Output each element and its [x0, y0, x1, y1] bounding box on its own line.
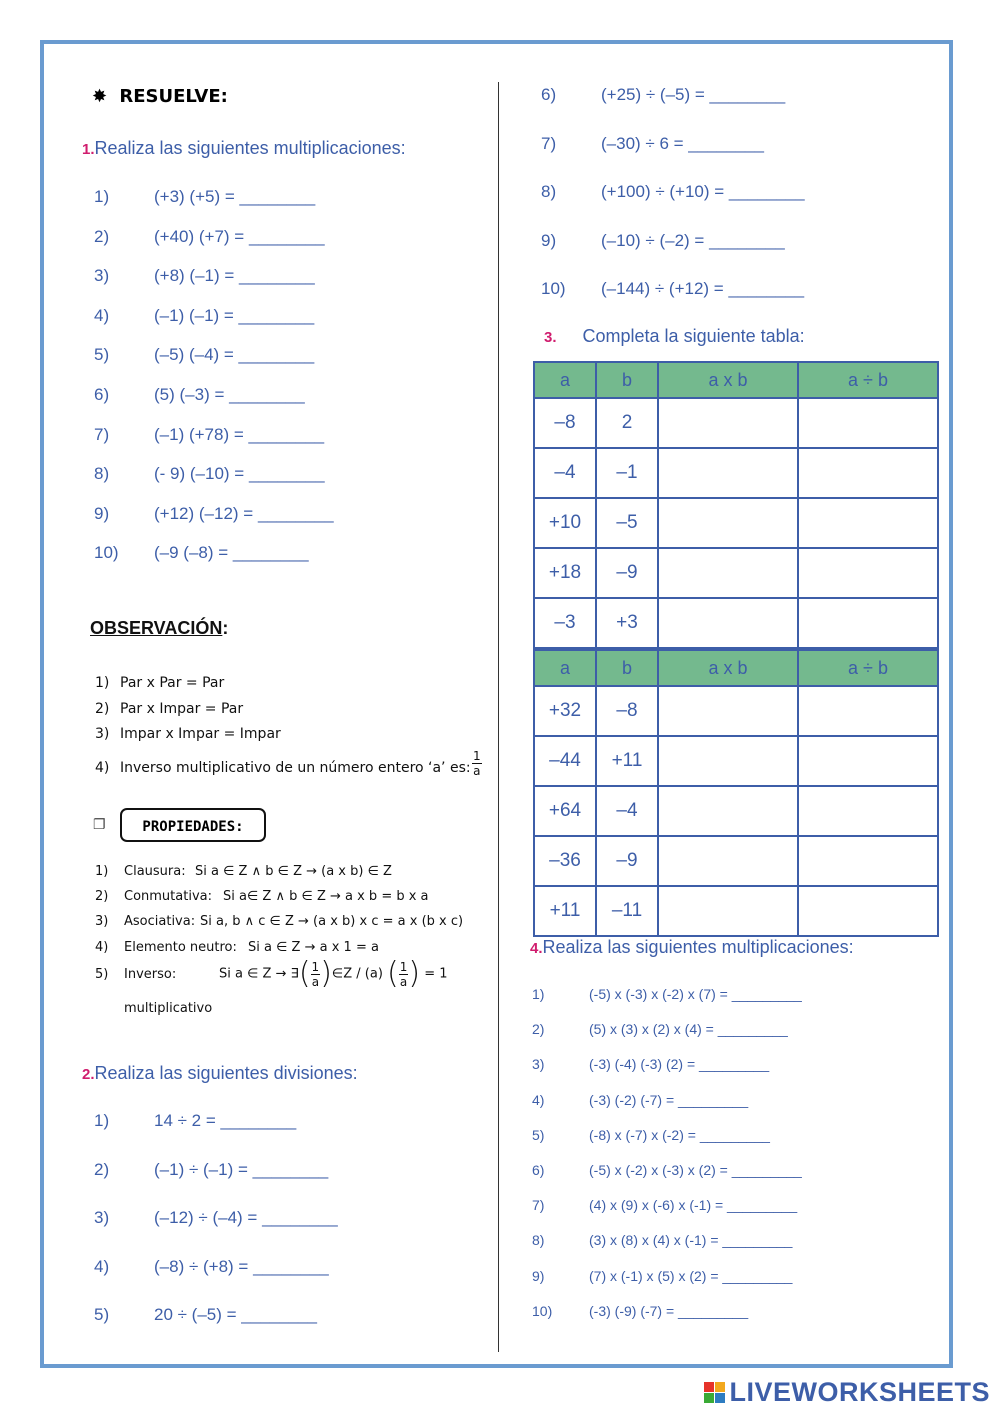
table-row — [534, 886, 938, 936]
cell-a: +32 — [534, 686, 596, 736]
table-2 — [533, 649, 939, 937]
answer-cell-quotient[interactable] — [798, 498, 938, 548]
item-text: Par x Par = Par — [120, 675, 225, 691]
logo-square — [704, 1393, 714, 1403]
inverse-fraction — [472, 749, 482, 778]
property-text: Si a∈ Z ∧ b ∈ Z → a x b = b x a — [223, 889, 429, 904]
table-row — [534, 448, 938, 498]
property-name: Inverso: — [124, 967, 177, 982]
table-row — [534, 548, 938, 598]
cell-b: +11 — [596, 736, 658, 786]
item-expression[interactable]: (–10) ÷ (–2) = ________ — [601, 230, 785, 250]
item-expression[interactable]: (–1) (–1) = ________ — [154, 305, 315, 325]
column-divider — [498, 82, 499, 1352]
property-text: Si a ∈ Z ∧ b ∈ Z → (a x b) ∈ Z — [195, 864, 392, 879]
table-header-cell: a — [534, 362, 596, 398]
item-expression[interactable]: (3) x (8) x (4) x (-1) = _________ — [589, 1232, 793, 1249]
item-number: 8) — [94, 464, 110, 484]
inverso-frac2-num: 1 — [399, 959, 408, 974]
section-2-number: 2. — [82, 1066, 95, 1083]
section-3-number: 3. — [544, 329, 557, 346]
answer-cell-product[interactable] — [658, 686, 798, 736]
property-inverso-prefix: Si a ∈ Z → ∃ — [219, 966, 299, 982]
item-text: Impar x Impar = Impar — [120, 726, 281, 742]
item-number: 6) — [532, 1162, 545, 1178]
item-text: Inverso multiplicativo de un número entero ‘a’ es: — [120, 760, 471, 776]
item-expression[interactable]: 14 ÷ 2 = ________ — [154, 1111, 297, 1130]
item-number: 3) — [532, 1056, 545, 1073]
item-number: 2) — [94, 1159, 110, 1179]
property-number: 3) — [95, 914, 109, 929]
property-name: Conmutativa: — [124, 889, 212, 904]
item-number: 1) — [94, 187, 110, 206]
property-text: Si a ∈ Z → a x 1 = a — [248, 940, 379, 955]
item-text: Par x Impar = Par — [120, 701, 244, 717]
item-number: 5) — [94, 1305, 110, 1324]
answer-cell-quotient[interactable] — [798, 886, 938, 936]
item-number: 8) — [541, 182, 557, 201]
answer-cell-quotient[interactable] — [798, 448, 938, 498]
item-number: 2) — [532, 1021, 545, 1038]
inverse-fraction-numerator: 1 — [473, 749, 481, 763]
answer-cell-product[interactable] — [658, 598, 798, 648]
section-2-heading — [82, 1063, 358, 1084]
property-name-continued: multiplicativo — [124, 1001, 213, 1016]
answer-cell-quotient[interactable] — [798, 836, 938, 886]
page-title: RESUELVE: — [119, 86, 228, 107]
property-number: 2) — [95, 889, 109, 904]
table-header-cell: b — [596, 650, 658, 686]
section-4-heading — [530, 937, 854, 958]
observacion-heading — [90, 618, 228, 639]
logo-square — [704, 1382, 714, 1392]
logo-icon — [704, 1382, 725, 1403]
inverso-frac-den: a — [311, 974, 320, 989]
inverse-fraction-denominator: a — [473, 764, 481, 778]
cell-b: –1 — [596, 448, 658, 498]
section-4-number: 4. — [530, 940, 543, 957]
property-number: 1) — [95, 864, 109, 879]
item-number: 4) — [532, 1091, 545, 1108]
item-expression[interactable]: (+40) (+7) = ________ — [154, 226, 325, 246]
item-number: 6) — [94, 385, 110, 404]
item-number: 4) — [94, 1256, 110, 1276]
table-row — [534, 498, 938, 548]
answer-cell-product[interactable] — [658, 786, 798, 836]
inverso-frac-num: 1 — [311, 959, 320, 974]
section-1-number: 1. — [82, 141, 95, 158]
answer-cell-quotient[interactable] — [798, 598, 938, 648]
answer-cell-product[interactable] — [658, 886, 798, 936]
property-inverso-suffix: = 1 — [424, 966, 448, 982]
item-expression[interactable]: (–9 (–8) = ________ — [154, 543, 309, 563]
item-number: 10) — [94, 543, 119, 563]
item-number: 9) — [94, 503, 110, 523]
section-3-title: Completa la siguiente tabla: — [582, 326, 805, 346]
item-number: 1) — [95, 675, 110, 691]
item-expression[interactable]: (-3) (-9) (-7) = _________ — [589, 1302, 749, 1319]
item-number: 7) — [94, 424, 110, 444]
item-number: 6) — [541, 85, 557, 104]
cell-b: –4 — [596, 786, 658, 836]
item-number: 3) — [95, 726, 110, 742]
table-header-cell: a ÷ b — [798, 650, 938, 686]
section-1-heading — [82, 138, 406, 159]
answer-cell-product[interactable] — [658, 836, 798, 886]
property-inverso-middle: ∈Z / (a) — [331, 966, 383, 982]
table-row — [534, 398, 938, 448]
cell-b: –9 — [596, 548, 658, 598]
item-expression[interactable]: 20 ÷ (–5) = ________ — [154, 1305, 317, 1324]
answer-cell-quotient[interactable] — [798, 736, 938, 786]
table-header-cell: a x b — [658, 362, 798, 398]
table-row — [534, 598, 938, 648]
item-number: 3) — [94, 266, 110, 286]
table-header-row — [534, 650, 938, 686]
item-expression[interactable]: (-3) (-4) (-3) (2) = _________ — [589, 1056, 770, 1073]
item-expression[interactable]: (-8) x (-7) x (-2) = _________ — [589, 1126, 770, 1143]
table-header-cell: a — [534, 650, 596, 686]
answer-cell-quotient[interactable] — [798, 548, 938, 598]
star-icon: ✸ — [92, 86, 108, 107]
item-expression[interactable]: (–5) (–4) = ________ — [154, 345, 315, 365]
item-number: 7) — [541, 133, 557, 153]
property-inverso: 5) Inverso: multiplicativo Si a ∈ Z → ∃( $\frac{1}{a}$ )∈Z / (a) ( $\frac{1}{a}$ ) = 1 — [95, 956, 448, 1016]
item-number: 9) — [532, 1267, 545, 1284]
answer-cell-product[interactable] — [658, 448, 798, 498]
observacion-title: OBSERVACIÓN — [90, 618, 223, 638]
item-expression[interactable]: (–12) ÷ (–4) = ________ — [154, 1208, 338, 1227]
table-row — [534, 836, 938, 886]
page-header — [92, 86, 228, 107]
item-number: 9) — [541, 230, 557, 250]
item-expression[interactable]: (- 9) (–10) = ________ — [154, 464, 325, 484]
item-expression[interactable]: (–1) ÷ (–1) = ________ — [154, 1159, 329, 1179]
item-expression[interactable]: (–144) ÷ (+12) = ________ — [601, 279, 805, 298]
table-header-cell: b — [596, 362, 658, 398]
item-number: 10) — [541, 279, 566, 298]
item-expression[interactable]: (4) x (9) x (-6) x (-1) = _________ — [589, 1197, 798, 1214]
cell-a: –44 — [534, 736, 596, 786]
item-number: 1) — [94, 1111, 110, 1130]
item-number: 1) — [532, 986, 545, 1002]
cell-a: +18 — [534, 548, 596, 598]
table-header-cell: a ÷ b — [798, 362, 938, 398]
item-expression[interactable]: (+100) ÷ (+10) = ________ — [601, 182, 805, 201]
cell-a: –4 — [534, 448, 596, 498]
item-expression[interactable]: (-5) x (-3) x (-2) x (7) = _________ — [589, 986, 802, 1002]
item-expression[interactable]: (+12) (–12) = ________ — [154, 503, 334, 523]
table-1 — [533, 361, 939, 649]
table-row — [534, 786, 938, 836]
cell-a: –36 — [534, 836, 596, 886]
item-number: 4) — [95, 760, 110, 776]
answer-cell-product[interactable] — [658, 736, 798, 786]
cell-b: –9 — [596, 836, 658, 886]
clipboard-icon: ❐ — [93, 816, 106, 832]
item-number: 2) — [95, 701, 110, 717]
observacion-colon: : — [222, 618, 229, 638]
logo-square — [715, 1382, 725, 1392]
cell-a: –8 — [534, 398, 596, 448]
cell-b: –11 — [596, 886, 658, 936]
property-name: Clausura: — [124, 864, 186, 879]
answer-cell-product[interactable] — [658, 398, 798, 448]
item-expression[interactable]: (+3) (+5) = ________ — [154, 187, 316, 206]
item-number: 5) — [532, 1126, 545, 1143]
table-header-row — [534, 362, 938, 398]
item-expression[interactable]: (5) (–3) = ________ — [154, 385, 305, 404]
cell-a: +10 — [534, 498, 596, 548]
item-expression[interactable]: (+25) ÷ (–5) = ________ — [601, 85, 786, 104]
item-number: 5) — [94, 345, 110, 365]
logo-text: LIVEWORKSHEETS — [729, 1377, 990, 1407]
section-1-title: Realiza las siguientes multiplicaciones: — [94, 138, 406, 158]
item-expression[interactable]: (-5) x (-2) x (-3) x (2) = _________ — [589, 1162, 802, 1178]
property-number: 5) — [95, 967, 109, 982]
item-expression[interactable]: (+8) (–1) = ________ — [154, 266, 315, 286]
property-name: Asociativa: — [124, 914, 196, 929]
table-header-cell: a x b — [658, 650, 798, 686]
item-number: 8) — [532, 1232, 545, 1249]
property-number: 4) — [95, 940, 109, 955]
property-text: Si a, b ∧ c ∈ Z → (a x b) x c = a x (b x c) — [200, 914, 464, 929]
item-number: 7) — [532, 1197, 545, 1214]
answer-cell-quotient[interactable] — [798, 786, 938, 836]
item-expression[interactable]: (–8) ÷ (+8) = ________ — [154, 1256, 329, 1276]
liveworksheets-logo — [704, 1377, 990, 1408]
item-expression[interactable]: (–1) (+78) = ________ — [154, 424, 325, 444]
property-name: Elemento neutro: — [124, 940, 237, 955]
cell-b: –5 — [596, 498, 658, 548]
table-row — [534, 686, 938, 736]
item-number: 2) — [94, 226, 110, 246]
cell-b: –8 — [596, 686, 658, 736]
item-expression[interactable]: (–30) ÷ 6 = ________ — [601, 133, 764, 153]
answer-cell-product[interactable] — [658, 498, 798, 548]
item-expression[interactable]: (7) x (-1) x (5) x (2) = _________ — [589, 1267, 793, 1284]
table-row — [534, 736, 938, 786]
section-2-title: Realiza las siguientes divisiones: — [94, 1063, 358, 1083]
section-4-title: Realiza las siguientes multiplicaciones: — [542, 937, 854, 957]
cell-a: +64 — [534, 786, 596, 836]
inverso-frac2-den: a — [399, 974, 408, 989]
answer-cell-product[interactable] — [658, 548, 798, 598]
cell-b: 2 — [596, 398, 658, 448]
answer-cell-quotient[interactable] — [798, 398, 938, 448]
item-expression[interactable]: (5) x (3) x (2) x (4) = _________ — [589, 1021, 788, 1038]
cell-b: +3 — [596, 598, 658, 648]
propiedades-title: PROPIEDADES: — [120, 808, 266, 842]
item-number: 4) — [94, 305, 110, 325]
cell-a: –3 — [534, 598, 596, 648]
item-number: 3) — [94, 1208, 110, 1227]
section-3-heading — [544, 326, 805, 347]
item-number: 10) — [532, 1302, 553, 1319]
item-expression[interactable]: (-3) (-2) (-7) = _________ — [589, 1091, 749, 1108]
answer-cell-quotient[interactable] — [798, 686, 938, 736]
logo-square — [715, 1393, 725, 1403]
cell-a: +11 — [534, 886, 596, 936]
